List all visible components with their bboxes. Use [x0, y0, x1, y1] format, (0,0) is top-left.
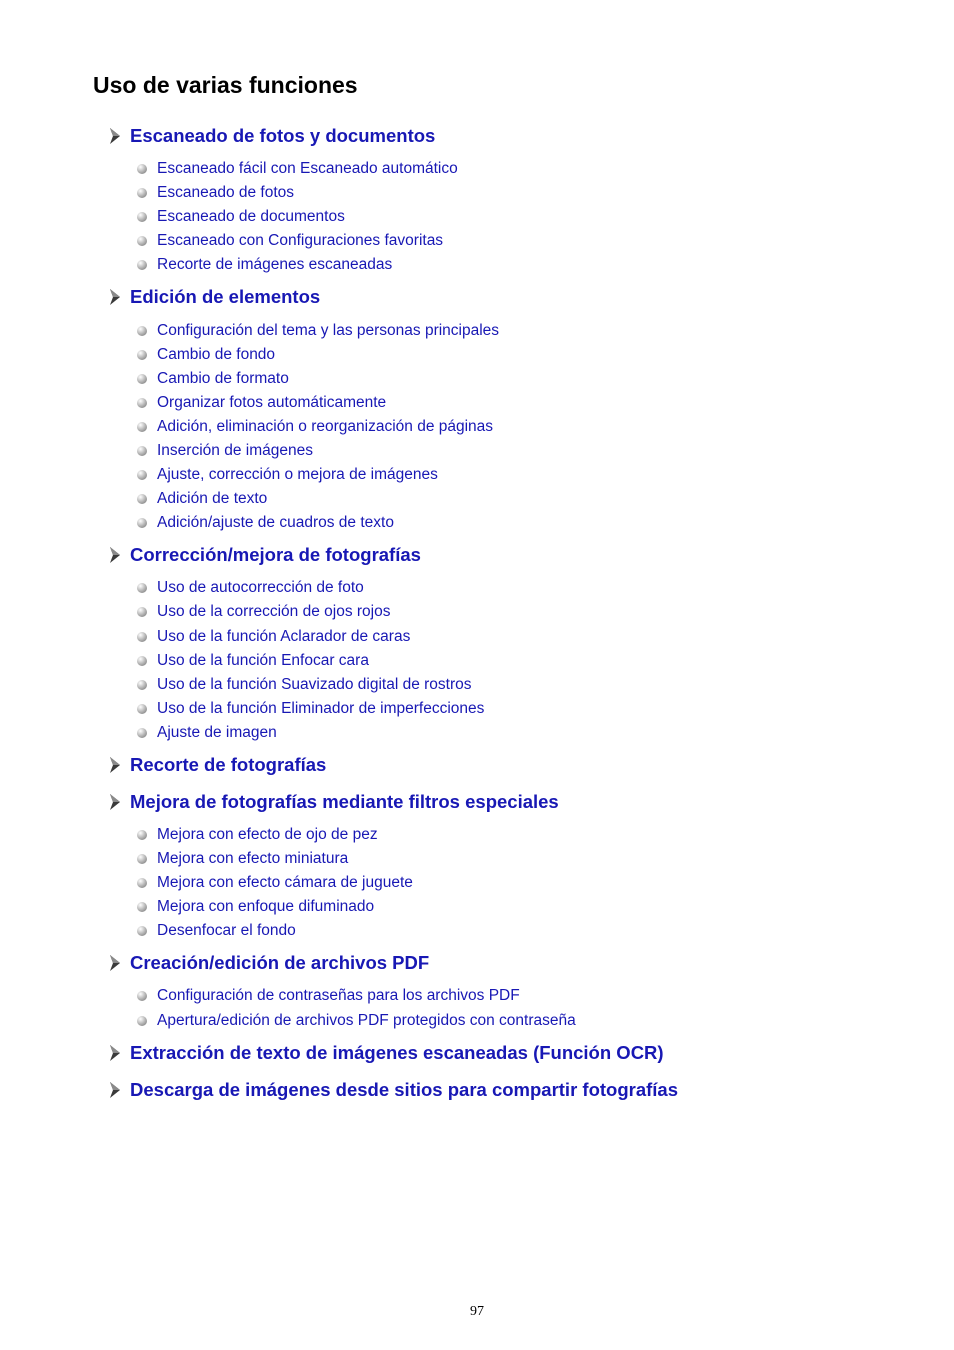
list-item: [137, 576, 928, 600]
chevron-right-icon: [108, 546, 122, 564]
list-item: [137, 157, 928, 181]
section: [108, 1039, 928, 1067]
list-item: [137, 463, 928, 487]
topic-link[interactable]: Mejora con efecto miniatura: [157, 850, 349, 868]
section-heading[interactable]: [108, 541, 928, 569]
section-link[interactable]: Corrección/mejora de fotografías: [130, 544, 421, 566]
section-link[interactable]: Edición de elementos: [130, 286, 321, 308]
section: [108, 122, 928, 277]
list-item: [137, 625, 928, 649]
list-item: [137, 895, 928, 919]
list-item: [137, 847, 928, 871]
topic-link[interactable]: Escaneado fácil con Escaneado automático: [157, 160, 458, 178]
topic-link[interactable]: Uso de la función Aclarador de caras: [157, 627, 411, 645]
topic-link[interactable]: Escaneado de documentos: [157, 208, 345, 226]
section-link[interactable]: Mejora de fotografías mediante filtros especiales: [130, 790, 559, 812]
bullet-icon: [137, 680, 147, 690]
section: [108, 1076, 928, 1104]
chevron-right-icon: [108, 288, 122, 306]
section-link[interactable]: Extracción de texto de imágenes escaneadas (Función OCR): [130, 1041, 664, 1063]
topic-link[interactable]: Uso de la función Eliminador de imperfecciones: [157, 699, 485, 717]
section-heading[interactable]: [108, 751, 928, 779]
list-item: [137, 721, 928, 745]
bullet-icon: [137, 632, 147, 642]
list-item: [137, 181, 928, 205]
bullet-icon: [137, 350, 147, 360]
bullet-icon: [137, 991, 147, 1001]
bullet-icon: [137, 728, 147, 738]
topic-link[interactable]: Organizar fotos automáticamente: [157, 393, 387, 411]
topic-link[interactable]: Desenfocar el fondo: [157, 922, 296, 940]
chevron-right-icon-graphic: [108, 954, 122, 972]
bullet-icon: [137, 656, 147, 666]
chevron-right-icon: [108, 127, 122, 145]
section: [108, 541, 928, 745]
section-link[interactable]: Recorte de fotografías: [130, 753, 327, 775]
list-item: [137, 919, 928, 943]
bullet-icon: [137, 607, 147, 617]
page-title: Uso de varias funciones: [93, 72, 358, 98]
chevron-right-icon-graphic: [108, 546, 122, 564]
chevron-right-icon: [108, 1044, 122, 1062]
section-heading[interactable]: [108, 283, 928, 311]
list-item: [137, 649, 928, 673]
topic-link[interactable]: Configuración de contraseñas para los archivos PDF: [157, 987, 520, 1005]
topic-list: [137, 576, 928, 745]
topic-link[interactable]: Mejora con enfoque difuminado: [157, 898, 375, 916]
bullet-icon: [137, 164, 147, 174]
bullet-icon: [137, 926, 147, 936]
topic-link[interactable]: Apertura/edición de archivos PDF protegidos con contraseña: [157, 1011, 576, 1029]
chevron-right-icon-graphic: [108, 756, 122, 774]
bullet-icon: [137, 446, 147, 456]
list-item: [137, 253, 928, 277]
topic-link[interactable]: Mejora con efecto de ojo de pez: [157, 826, 378, 844]
chevron-right-icon: [108, 793, 122, 811]
bullet-icon: [137, 583, 147, 593]
chevron-right-icon-graphic: [108, 1081, 122, 1099]
chevron-right-icon: [108, 954, 122, 972]
bullet-icon: [137, 188, 147, 198]
list-item: [137, 823, 928, 847]
bullet-icon: [137, 854, 147, 864]
section-list: [108, 122, 928, 1113]
bullet-icon: [137, 422, 147, 432]
chevron-right-icon-graphic: [108, 127, 122, 145]
topic-list: [137, 823, 928, 943]
topic-link[interactable]: Inserción de imágenes: [157, 441, 313, 459]
topic-link[interactable]: Escaneado con Configuraciones favoritas: [157, 232, 444, 250]
section-heading[interactable]: [108, 1076, 928, 1104]
list-item: [137, 984, 928, 1008]
section: [108, 283, 928, 535]
list-item: [137, 343, 928, 367]
bullet-icon: [137, 1016, 147, 1026]
section-heading[interactable]: [108, 122, 928, 150]
topic-list: [137, 157, 928, 277]
list-item: [137, 511, 928, 535]
section-heading[interactable]: [108, 788, 928, 816]
list-item: [137, 205, 928, 229]
section-link[interactable]: Escaneado de fotos y documentos: [130, 125, 436, 146]
topic-link[interactable]: Ajuste de imagen: [157, 723, 277, 741]
chevron-right-icon-graphic: [108, 1044, 122, 1062]
topic-link[interactable]: Cambio de fondo: [157, 345, 276, 363]
bullet-icon: [137, 326, 147, 336]
topic-link[interactable]: Ajuste, corrección o mejora de imágenes: [157, 466, 438, 484]
list-item: [137, 673, 928, 697]
bullet-icon: [137, 260, 147, 270]
list-item: [137, 697, 928, 721]
topic-link[interactable]: Adición/ajuste de cuadros de texto: [157, 514, 394, 532]
section-heading[interactable]: [108, 949, 928, 977]
topic-link[interactable]: Escaneado de fotos: [157, 184, 295, 202]
chevron-right-icon: [108, 1081, 122, 1099]
page-number: 97: [470, 1304, 484, 1319]
topic-link[interactable]: Uso de la función Suavizado digital de rostros: [157, 675, 472, 693]
list-item: [137, 391, 928, 415]
section: [108, 751, 928, 779]
section: [108, 788, 928, 943]
bullet-icon: [137, 830, 147, 840]
topic-link[interactable]: Configuración del tema y las personas principales: [157, 321, 500, 339]
list-item: [137, 318, 928, 342]
list-item: [137, 415, 928, 439]
list-item: [137, 439, 928, 463]
topic-list: [137, 984, 928, 1032]
list-item: [137, 871, 928, 895]
list-item: [137, 229, 928, 253]
section-heading[interactable]: [108, 1039, 928, 1067]
section-link[interactable]: Creación/edición de archivos PDF: [130, 952, 430, 974]
bullet-icon: [137, 212, 147, 222]
bullet-icon: [137, 236, 147, 246]
bullet-icon: [137, 704, 147, 714]
list-item: [137, 487, 928, 511]
bullet-icon: [137, 398, 147, 408]
topic-link[interactable]: Uso de la función Enfocar cara: [157, 651, 369, 669]
bullet-icon: [137, 878, 147, 888]
section: [108, 949, 928, 1032]
topic-link[interactable]: Adición, eliminación o reorganización de páginas: [157, 417, 494, 435]
list-item: [137, 600, 928, 624]
chevron-right-icon-graphic: [108, 793, 122, 811]
bullet-icon: [137, 494, 147, 504]
topic-link[interactable]: Recorte de imágenes escaneadas: [157, 256, 393, 274]
topic-link[interactable]: Cambio de formato: [157, 369, 289, 387]
chevron-right-icon-graphic: [108, 288, 122, 306]
bullet-icon: [137, 374, 147, 384]
bullet-icon: [137, 902, 147, 912]
chevron-right-icon: [108, 756, 122, 774]
topic-list: [137, 318, 928, 535]
bullet-icon: [137, 470, 147, 480]
topic-link[interactable]: Adición de texto: [157, 490, 268, 508]
list-item: [137, 367, 928, 391]
topic-link[interactable]: Uso de la corrección de ojos rojos: [157, 603, 391, 621]
bullet-icon: [137, 518, 147, 528]
section-link[interactable]: Descarga de imágenes desde sitios para compartir fotografías: [130, 1078, 678, 1100]
list-item: [137, 1009, 928, 1033]
topic-link[interactable]: Mejora con efecto cámara de juguete: [157, 874, 413, 892]
topic-link[interactable]: Uso de autocorrección de foto: [157, 579, 364, 597]
